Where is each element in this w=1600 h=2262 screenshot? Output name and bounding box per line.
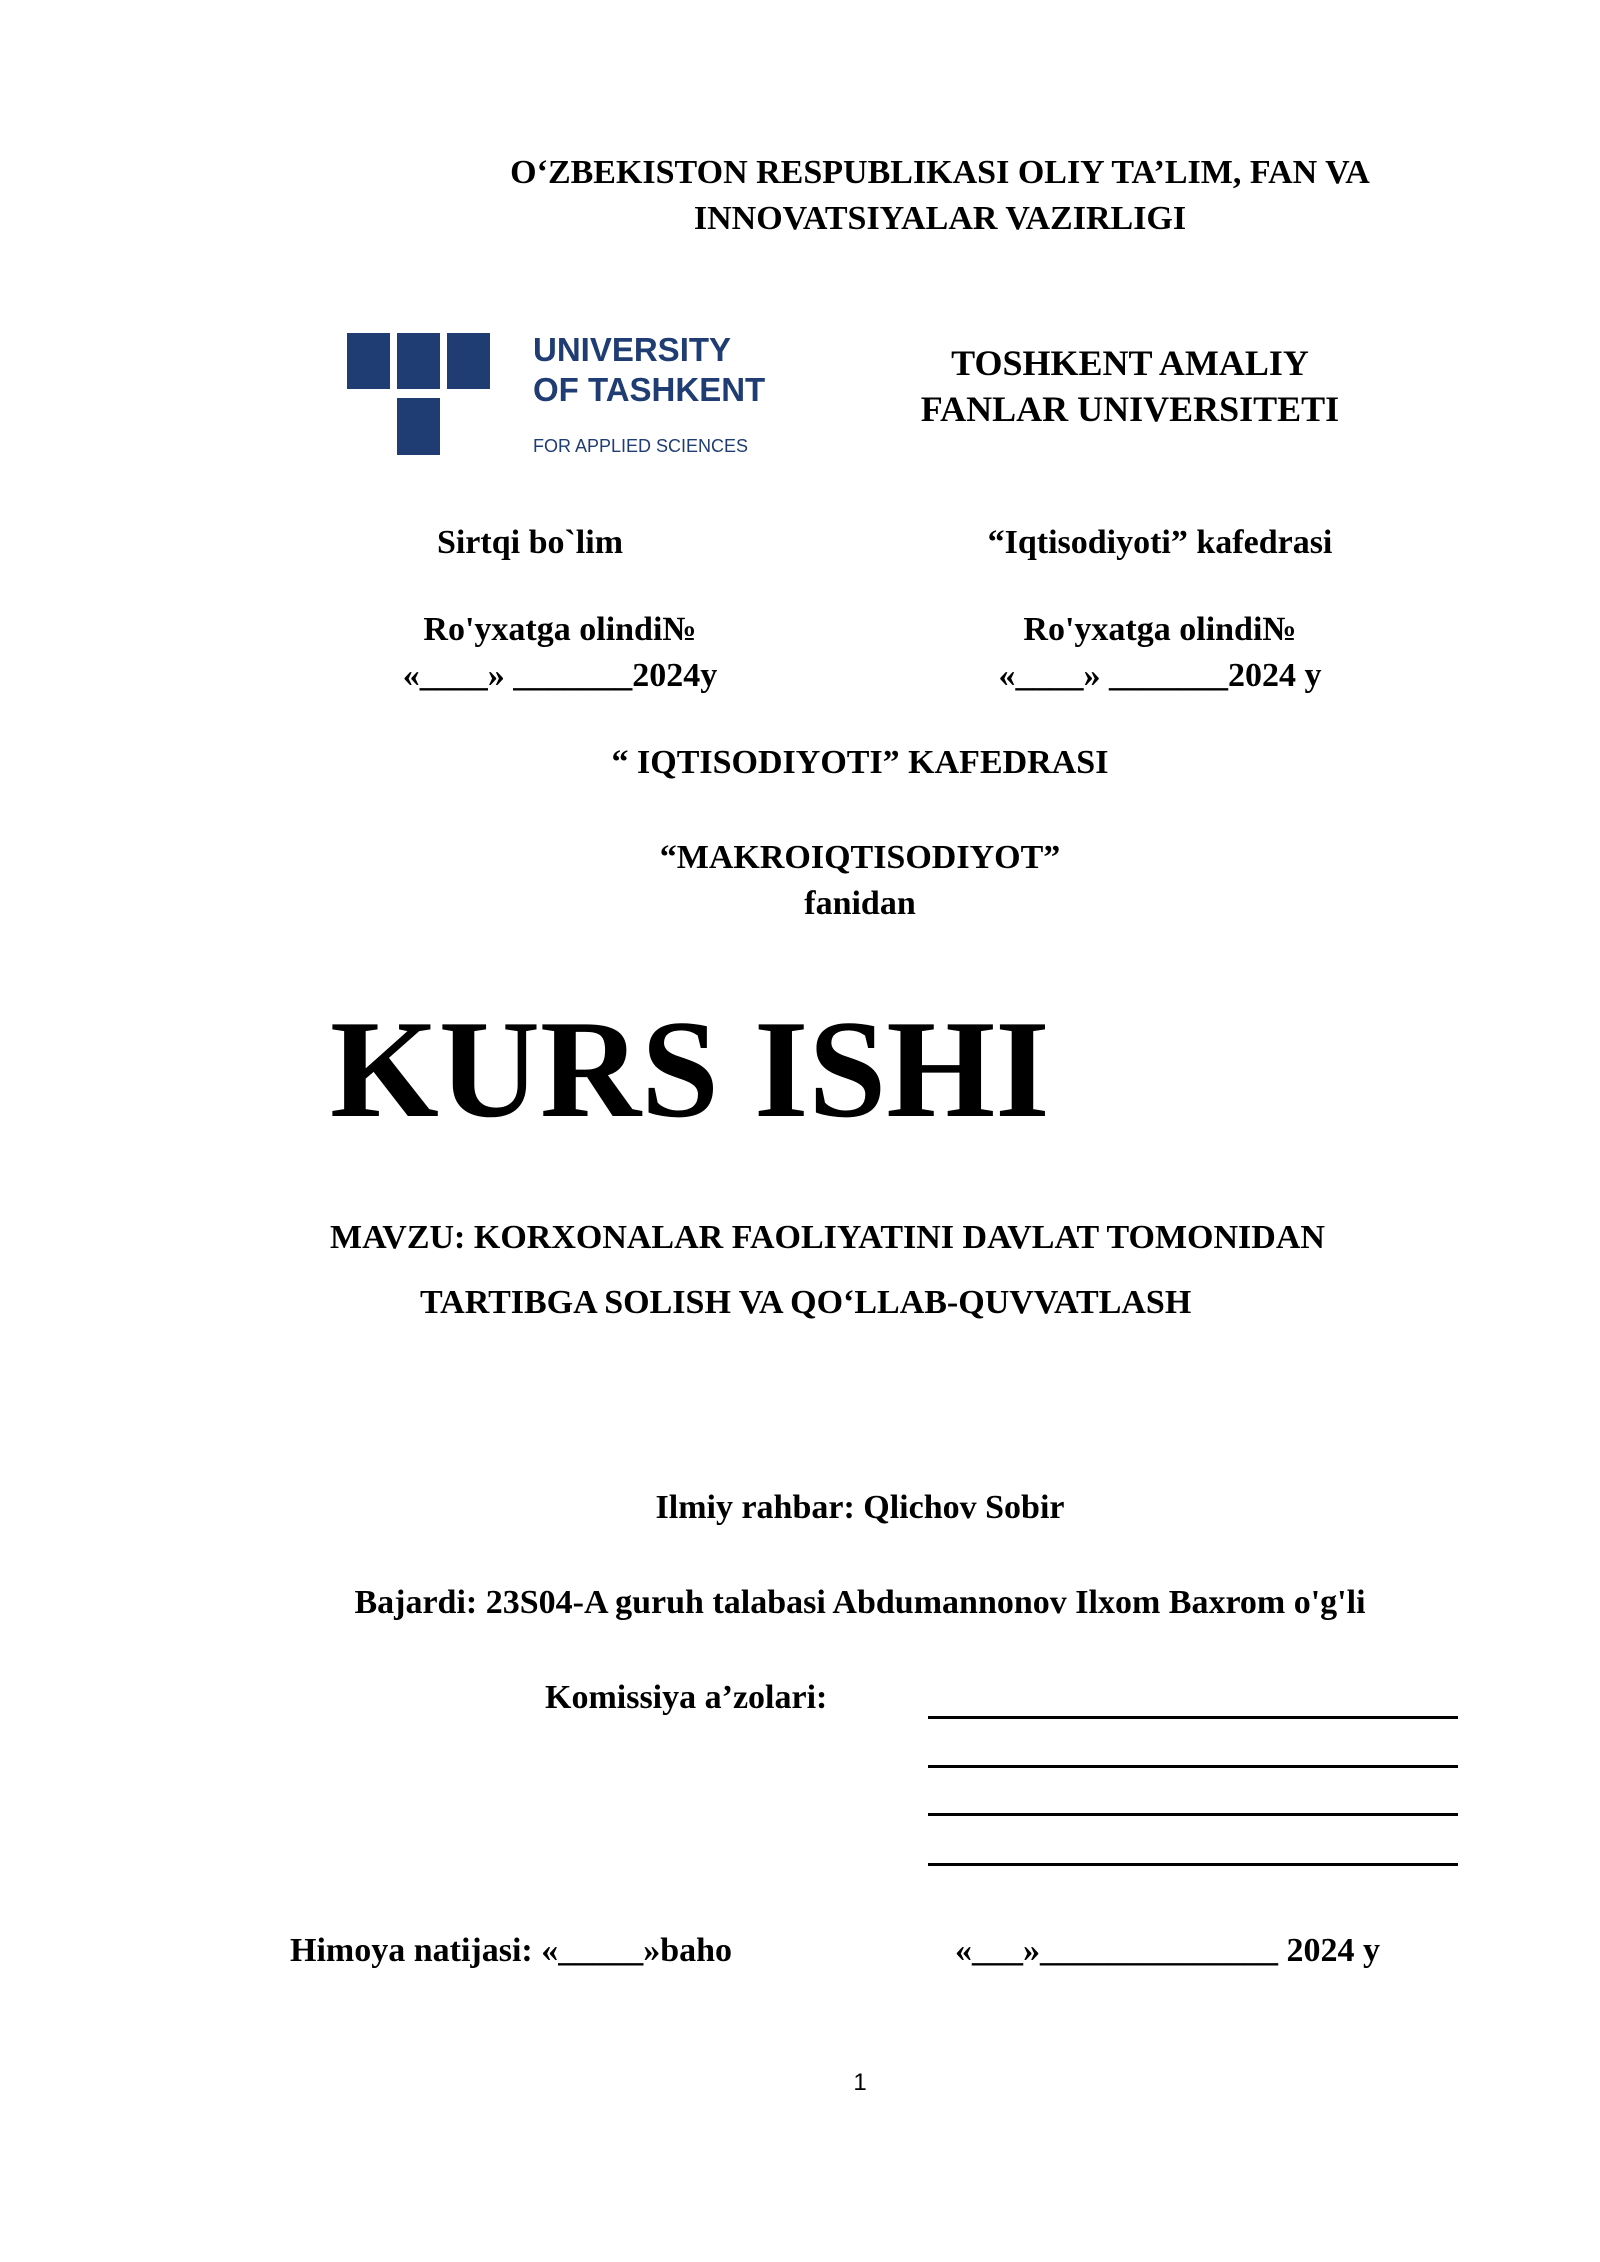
registration-left-line-2: «____» _______2024y [402,657,718,694]
registration-left-line-1: Ro'yxatga olindi№ [423,611,697,648]
ministry-heading [330,150,1550,242]
department-left: Sirtqi bo`lim [436,524,624,561]
defense-result: Himoya natijasi: «_____»baho [290,1932,733,1969]
subject-heading [560,835,1160,927]
subject-name: “MAKROIQTISODIYOT” [659,839,1061,876]
performer-line: Bajardi: 23S04-A guruh talabasi Abdumannonov Ilxom Baxrom o'g'li [354,1584,1366,1621]
registration-right-line-2: «____» _______2024 y [998,657,1322,694]
university-name-line-1: TOSHKENT AMALIY [951,343,1309,383]
registration-left [330,607,790,699]
defense-date: «___»______________ 2024 y [955,1932,1380,1969]
logo-text-line-1: UNIVERSITY [533,331,732,368]
logo-text-line-3: FOR APPLIED SCIENCES [533,436,749,456]
ministry-line-2: INNOVATSIYALAR VAZIRLIGI [693,200,1187,237]
kafedra-heading: “ IQTISODIYOTI” KAFEDRASI [611,744,1109,781]
registration-right-line-1: Ro'yxatga olindi№ [1023,611,1297,648]
department-right: “Iqtisodiyoti” kafedrasi [987,524,1333,561]
commission-label: Komissiya a’zolari: [545,1679,828,1716]
ministry-line-1: O‘ZBEKISTON RESPUBLIKASI OLIY TA’LIM, FAN VA [510,154,1370,191]
advisor-line: Ilmiy rahbar: Qlichov Sobir [655,1489,1065,1526]
subject-suffix: fanidan [804,885,916,922]
commission-signature-line [928,1813,1458,1816]
university-name-line-2: FANLAR UNIVERSITETI [920,389,1340,429]
document-title: KURS ISHI [330,992,1050,1147]
university-logo-mark [345,325,765,470]
university-logo [345,325,765,470]
commission-signature-line [928,1765,1458,1768]
topic-line-2: TARTIBGA SOLISH VA QO‘LLAB-QUVVATLASH [420,1284,1192,1321]
logo-text-line-2: OF TASHKENT [533,371,765,408]
registration-right [930,607,1390,699]
university-name [880,340,1380,432]
page-number: 1 [853,2069,867,2096]
commission-signature-line [928,1863,1458,1866]
topic-line-1: MAVZU: KORXONALAR FAOLIYATINI DAVLAT TOMONIDAN [330,1219,1325,1256]
commission-signature-line [928,1716,1458,1719]
